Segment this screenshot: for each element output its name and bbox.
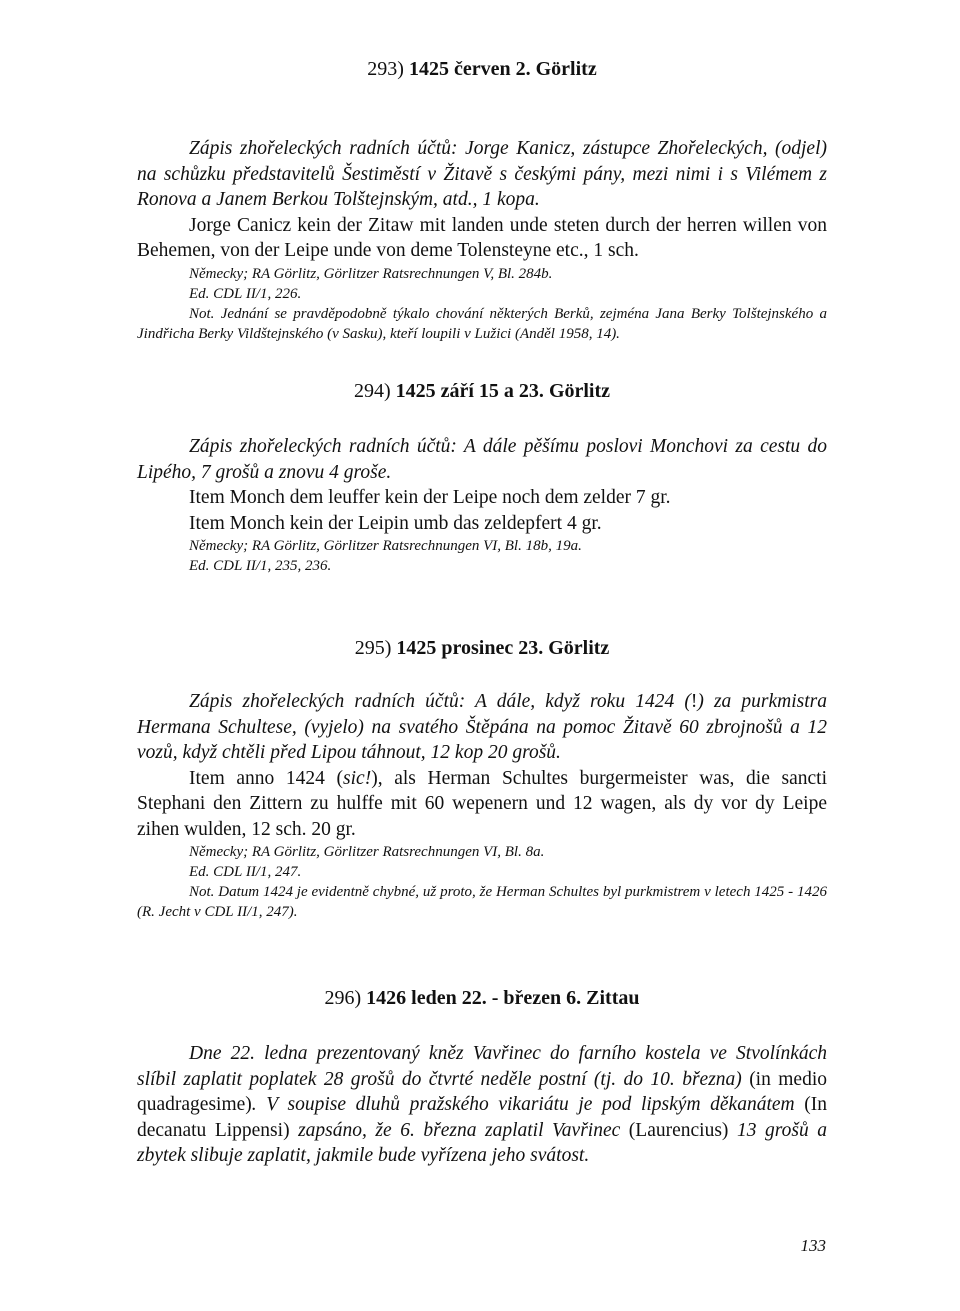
german-text [137,213,827,264]
german-part: Item anno 1424 ( [189,767,344,789]
czech-summary: Zápis zhořeleckých radních účtů: A dále pěšímu poslovi Monchovi za cestu do Lipého, 7 grošů a znovu 4 groše. [137,436,827,483]
german-paragraph [137,766,827,843]
czech-summary [137,689,827,766]
entry-place: Görlitz [548,637,610,659]
entry-296 [137,985,827,1169]
german-part: ), als Herman Schultes burgermeister was, die sancti Stephani den Zittern zu hulffe mit 60 wepenern und 12 wagen, als dy vor dy Leipe zihen wulden, 12 sch. 20 gr. [137,767,827,840]
entry-place: Zittau [586,987,640,1009]
entry-place: Görlitz [548,380,611,402]
entry-294 [137,378,827,576]
entry-293 [137,56,827,344]
german-line: Item Monch kein der Leipin umb das zeldepfert 4 gr. [189,512,602,534]
entry-date: 1425 prosinec 23. [396,637,544,659]
edition-line: Ed. CDL II/1, 226. [189,285,302,302]
source-notes [137,264,827,344]
german-text [137,766,827,843]
entry-place: Görlitz [535,58,597,80]
latin-phrase: (in medio quadragesime) [137,1068,827,1115]
entry-number: 296) [324,987,362,1009]
source-line: Německy; RA Görlitz, Görlitzer Ratsrechnungen VI, Bl. 8a. [189,844,545,860]
entry-number: 295) [354,637,392,659]
source-line: Německy; RA Görlitz, Görlitzer Ratsrechnungen V, Bl. 284b. [189,265,553,282]
note-paragraph: Not. Datum 1424 je evidentně chybné, už proto, že Herman Schultes byl purkmistrem v letech 1425 - 1426 (R. Jecht v CDL II/1, 247). [137,884,827,920]
entry-number: 293) [367,58,404,80]
paragraph-part: 13 grošů a zbytek slibuje zaplatit, jakmile bude vyřízena jeho svátost. [137,1119,827,1166]
german-paragraph: Jorge Canicz kein der Zitaw mit landen unde steten durch der herren willen von Behemen, von der Leipe unde von deme Tolensteyne etc., 1 sch. [137,214,827,261]
czech-summary: Zápis zhořeleckých radních účtů: Jorge Kanicz, zástupce Zhořeleckých, (odjel) na schůzku představitelů Šestiměstí v Žitavě s českými pány, mezi nimi i s Vilémem z Ronova a Janem Berkou Tolštejnským, atd., 1 kopa. [137,138,827,210]
edition-line: Ed. CDL II/1, 235, 236. [189,558,332,574]
summary-part: ! [690,691,698,712]
source-notes [137,842,827,922]
german-part: sic! [343,767,372,789]
entry-heading [137,635,827,661]
source-line: Německy; RA Görlitz, Görlitzer Ratsrechnungen VI, Bl. 18b, 19a. [189,538,582,554]
note-paragraph: Not. Jednání se pravděpodobně týkalo chování některých Berků, zejména Jana Berky Tolštejnského a Jindřicha Berky Vildštejnského (v Sasku), kteří loupili v Lužici (Anděl 1958, 14). [137,305,827,342]
entry-date: 1426 leden 22. - březen 6. [366,987,582,1009]
entry-number: 294) [353,380,391,402]
german-text [137,485,827,536]
entry-date: 1425 červen 2. [408,58,531,80]
entry-heading [137,378,827,404]
entry-heading [137,56,827,82]
czech-paragraph [137,1041,827,1169]
paragraph-part: . V soupise dluhů pražského vikariátu je pod lipským děkanátem [251,1094,805,1115]
edition-line: Ed. CDL II/1, 247. [189,864,302,880]
entry-295 [137,635,827,922]
source-notes [137,536,827,576]
latin-phrase: (Laurencius) [628,1119,729,1141]
entry-date: 1425 září 15 a 23. [395,380,544,402]
entry-heading [137,985,827,1011]
summary-part: ) za purkmistra Hermana Schultese, (vyjelo) na svatého Štěpána na pomoc Žitavě 60 zbrojnošů a 12 vozů, když chtěli před Lipou táhnout, 12 kop 20 grošů. [137,691,828,763]
summary-part: Zápis zhořeleckých radních účtů: A dále, když roku 1424 ( [189,691,691,712]
paragraph-part: Dne 22. ledna prezentovaný kněz Vavřinec do farního kostela ve Stvolínkách slíbil zaplatit poplatek 28 grošů do čtvrté neděle postní (tj. do 10. března) [137,1043,827,1090]
page-number: 133 [800,1236,826,1255]
latin-phrase: (In decanatu Lippensi) [137,1094,827,1141]
paragraph-part: zapsáno, že 6. března zaplatil Vavřinec [289,1119,629,1141]
german-line: Item Monch dem leuffer kein der Leipe noch dem zelder 7 gr. [189,487,671,508]
